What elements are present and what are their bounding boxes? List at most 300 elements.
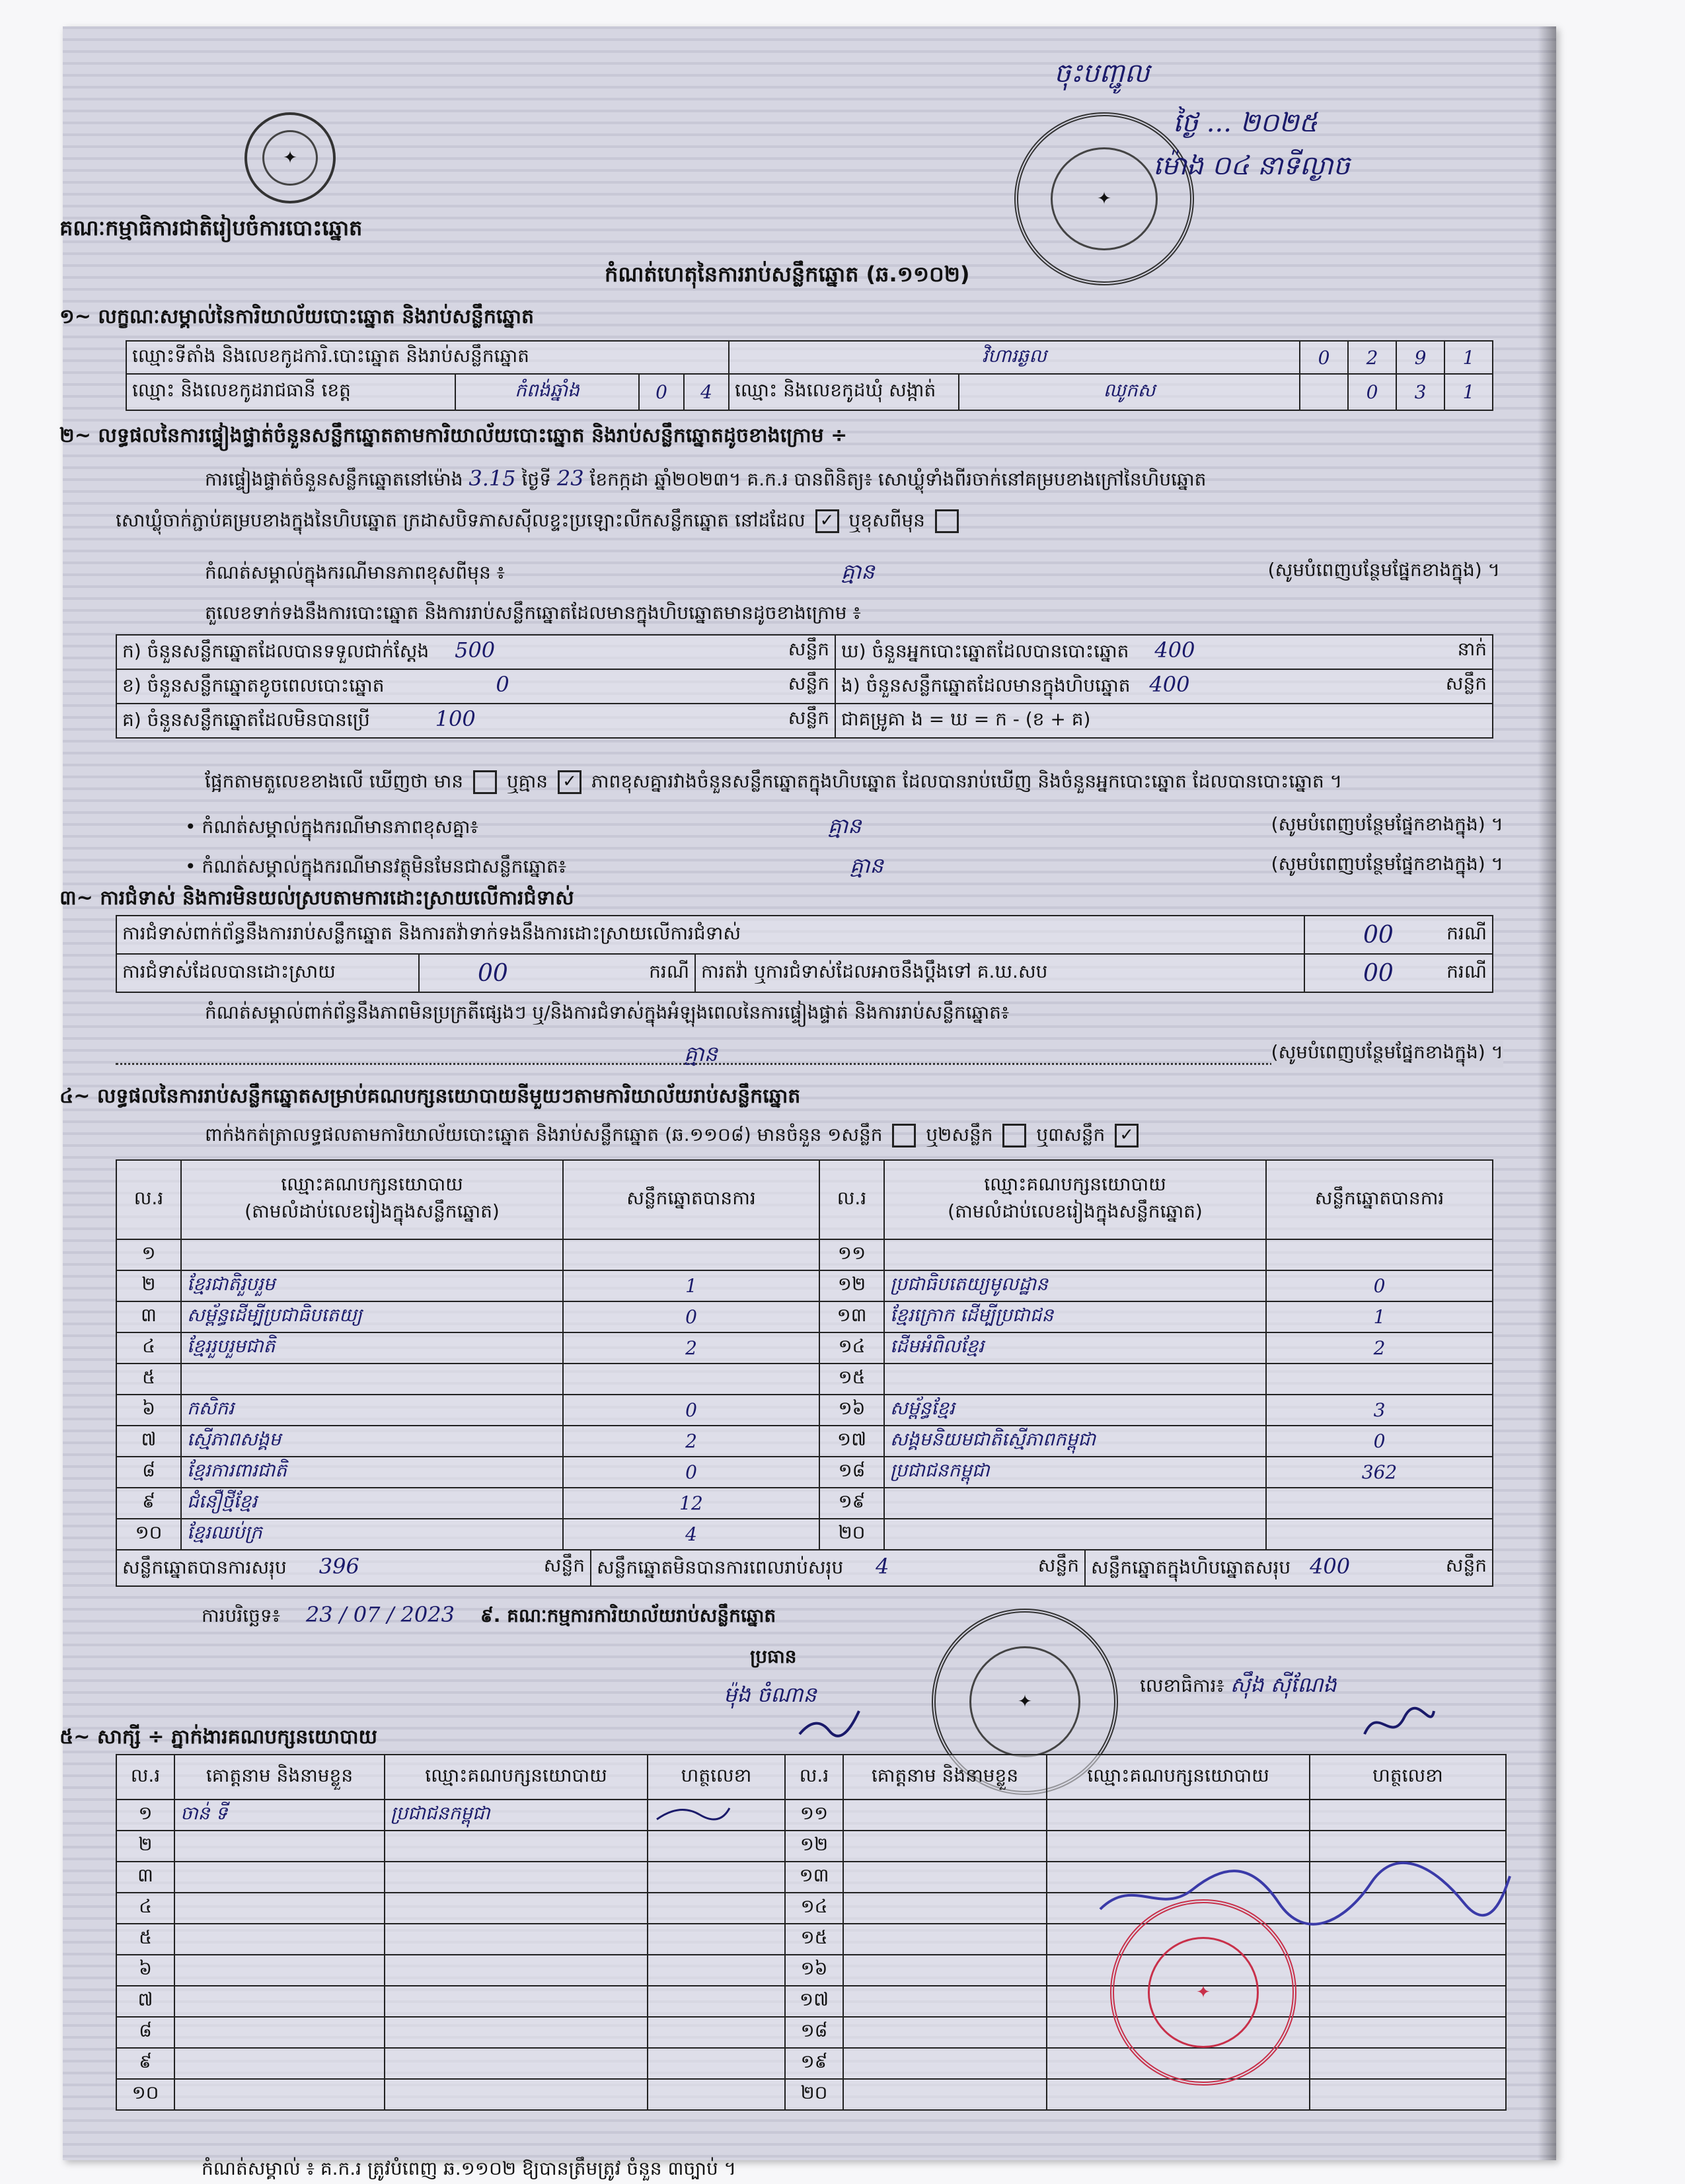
footer-note: កំណត់សម្គាល់ ៖ គ.ក.រ ត្រូវបំពេញ ឆ.១១០២ ឱ្យបានត្រឹមត្រូវ ចំនួន ៣ច្បាប់ ។: [202, 2158, 737, 2179]
witnesses-table: [116, 1754, 1507, 2111]
results-party-header-left: [181, 1160, 563, 1239]
secretary-row: [1140, 1671, 1337, 1702]
station-id-table: [126, 340, 1493, 411]
witness-no-header-left: ល.រ: [116, 1755, 174, 1800]
results-party-left: សម្ព័ន្ធដើម្បីប្រជាធិបតេយ្យ: [181, 1301, 563, 1332]
results-party-right: សង្គមនិយមជាតិស្មើភាពកម្ពុជា: [884, 1426, 1266, 1457]
results-votes-right: [1266, 1239, 1493, 1270]
results-no-right: ១១: [819, 1239, 884, 1270]
three-sheet-checkbox[interactable]: ✓: [1115, 1124, 1139, 1147]
results-votes-left: [563, 1364, 819, 1395]
witness-no-right: ១២: [785, 1831, 843, 1862]
results-party-right: [884, 1519, 1266, 1550]
results-party-right: [884, 1364, 1266, 1395]
section5-heading: ៥~ សាក្សី ÷ ភ្នាក់ងារគណបក្សនយោបាយ: [59, 1726, 378, 1749]
figure-g-value: 100: [435, 706, 476, 731]
witness-row: [116, 2048, 1506, 2079]
station-code-2: 2: [1348, 341, 1396, 374]
appeal-value: 00: [1363, 959, 1394, 987]
figure-ng-value: 400: [1149, 672, 1190, 697]
witness-row: [116, 2017, 1506, 2048]
results-votes-left: 1: [563, 1270, 819, 1301]
figure-ng-unit: សន្លឹក: [1445, 673, 1487, 694]
verification-paragraph-line2: [116, 509, 1503, 536]
results-party-header-right-title: ឈ្មោះគណបក្សនយោបាយ: [984, 1173, 1166, 1195]
results-votes-left: 4: [563, 1519, 819, 1550]
results-no-right: ១៩: [819, 1488, 884, 1519]
witness-no-right: ១៧: [785, 1986, 843, 2017]
witness-party-left: ប្រជាជនកម្ពុជា: [385, 1800, 648, 1831]
witness-party-right: [1047, 2079, 1310, 2110]
commune-code-3: 1: [1444, 374, 1493, 410]
bullet2-suffix: (សូមបំពេញបន្ថែមផ្នែកខាងក្នុង) ។: [1271, 853, 1503, 875]
witness-name-right: [843, 2048, 1047, 2079]
results-votes-right: 0: [1266, 1270, 1493, 1301]
committee-label: ៩. គណៈកម្មការការិយាល័យរាប់សន្លឹកឆ្នោត: [480, 1605, 776, 1626]
note1-suffix: (សូមបំពេញបន្ថែមផ្នែកខាងក្នុង) ។: [1267, 559, 1500, 581]
results-votes-left: 2: [563, 1426, 819, 1457]
signing-date-row: [202, 1602, 776, 1631]
witness-party-left: [385, 1893, 648, 1924]
section1-heading: ១~ លក្ខណៈសម្គាល់នៃការិយាល័យបោះឆ្នោត និងរាប់សន្លឹកឆ្នោត: [59, 305, 535, 328]
figure-gh-unit: នាក់: [1457, 638, 1487, 660]
results-row: [116, 1426, 1493, 1457]
witness-sig-left: [648, 2079, 785, 2110]
witness-no-left: ៩: [116, 2048, 174, 2079]
results-votes-right: 362: [1266, 1457, 1493, 1488]
page-edge-shadow: [1538, 26, 1556, 2160]
witness-no-left: ៦: [116, 1955, 174, 1986]
witness-body: [116, 1800, 1506, 2110]
total-invalid-label: សន្លឹកឆ្នោតមិនបានការពេលរាប់សរុប: [597, 1556, 844, 1578]
results-votes-left: 0: [563, 1457, 819, 1488]
note1-row: [205, 558, 1500, 589]
total-box-cell: [1085, 1550, 1493, 1586]
figure-formula: ជាគម្រូគា ង = ឃ = ក - (ខ + គ): [835, 704, 1493, 738]
witness-name-right: [843, 1893, 1047, 1924]
witness-party-left: [385, 2048, 648, 2079]
witness-name-left: [174, 1831, 385, 1862]
results-no-left: ៣: [116, 1301, 181, 1332]
results-no-right: ២០: [819, 1519, 884, 1550]
results-body: [116, 1239, 1493, 1550]
results-party-left: [181, 1239, 563, 1270]
verify-text-e: ឬខុសពីមុន: [848, 509, 925, 531]
chair-signature: [796, 1708, 862, 1741]
witness-no-left: ៨: [116, 2017, 174, 2048]
total-box-label: សន្លឹកឆ្នោតក្នុងហិបឆ្នោតសរុប: [1091, 1556, 1291, 1578]
witness-party-left: [385, 2079, 648, 2110]
chair-name: ម៉ុង ចំណាន: [724, 1682, 817, 1707]
figure-k-label: ក) ចំនួនសន្លឹកឆ្នោតដែលបានទទួលជាក់ស្ដែង: [122, 640, 430, 662]
witness-sig-right: [1310, 1986, 1506, 2017]
discrepancy-row: [205, 770, 1500, 797]
results-table: [116, 1159, 1493, 1550]
commune-name: ឈូកស: [959, 374, 1300, 410]
total-invalid-value: 4: [876, 1553, 889, 1579]
witness-row: [116, 2079, 1506, 2110]
commune-code-1: 0: [1348, 374, 1396, 410]
results-votes-right: 3: [1266, 1395, 1493, 1426]
section3-heading: ៣~ ការជំទាស់ និងការមិនយល់ស្របតាមការដោះស្រាយលើការជំទាស់: [59, 887, 574, 910]
bullet1-suffix: (សូមបំពេញបន្ថែមផ្នែកខាងក្នុង) ។: [1271, 813, 1503, 835]
different-checkbox[interactable]: [935, 509, 959, 533]
note1-label: កំណត់សម្គាល់ក្នុងករណីមានភាពខុសពីមុន ៖: [205, 562, 505, 583]
results-votes-right: 0: [1266, 1426, 1493, 1457]
figure-kh-unit: សន្លឹក: [788, 673, 829, 694]
results-no-left: ៥: [116, 1364, 181, 1395]
results-votes-header-left: សន្លឹកឆ្នោតបានការ: [563, 1160, 819, 1239]
figures-intro: តួលេខទាក់ទងនឹងការបោះឆ្នោត និងការរាប់សន្លឹកឆ្នោតដែលមានក្នុងហិបឆ្នោតមានដូចខាងក្រោម ៖: [205, 602, 861, 624]
witness-name-left: ចាន់ ទី: [174, 1800, 385, 1831]
results-no-left: ២: [116, 1270, 181, 1301]
results-votes-right: [1266, 1364, 1493, 1395]
irregularity-note-row: [116, 1040, 1503, 1065]
witness-sig-right: [1310, 2017, 1506, 2048]
results-party-right: សម្ព័ន្ធខ្មែរ: [884, 1395, 1266, 1426]
total-valid-value: 396: [318, 1553, 359, 1579]
witness-sig-right: [1310, 1800, 1506, 1831]
witness-name-right: [843, 1955, 1047, 1986]
witness-no-right: ១៨: [785, 2017, 843, 2048]
objections-total-label: ការជំទាស់ពាក់ព័ន្ធនឹងការរាប់សន្លឹកឆ្នោត និងការតវ៉ាទាក់ទងនឹងការដោះស្រាយលើការជំទាស់: [116, 916, 1304, 954]
witness-no-left: ១០: [116, 2079, 174, 2110]
witness-sig-left: [648, 1924, 785, 1955]
commune-label: ឈ្មោះ និងលេខកូដឃុំ សង្កាត់: [729, 374, 959, 410]
figure-ng: [835, 669, 1493, 704]
results-no-right: ១៨: [819, 1457, 884, 1488]
witness-no-header-right: ល.រ: [785, 1755, 843, 1800]
section2-heading: ២~ លទ្ធផលនៃការផ្ទៀងផ្ទាត់ចំនួនសន្លឹកឆ្នោតតាមការិយាល័យបោះឆ្នោត និងរាប់សន្លឹកឆ្នោតដូចខាងក្រោម ÷: [59, 424, 848, 447]
results-party-header-right-sub: (តាមលំដាប់លេខរៀងក្នុងសន្លឹកឆ្នោត): [948, 1200, 1203, 1222]
discrepancy-text-a: ផ្អែកតាមតួលេខខាងលើ ឃើញថា មាន: [205, 770, 464, 792]
results-party-left: កសិករ: [181, 1395, 563, 1426]
bullet2-row: [185, 852, 1503, 883]
witness-no-right: ១៤: [785, 1893, 843, 1924]
station-name: វិហារឆ្ងល: [729, 341, 1300, 374]
signing-date-value: 23 / 07 / 2023: [305, 1602, 455, 1627]
results-no-left: ៨: [116, 1457, 181, 1488]
section4-intro-c: ឬ៣សន្លឹក: [1036, 1124, 1105, 1146]
witness-name-header-right: គោត្តនាម និងនាមខ្លួន: [843, 1755, 1047, 1800]
form-sheet: [59, 26, 1556, 2179]
irregularity-note-value: គ្មាន: [684, 1041, 718, 1066]
witness-signature: [654, 1803, 733, 1823]
witness-no-right: ២០: [785, 2079, 843, 2110]
witness-name-left: [174, 1893, 385, 1924]
appeal-label: ការតវ៉ា ឬការជំទាស់ដែលអាចនឹងប្ដឹងទៅ គ.ឃ.សប: [695, 954, 1304, 992]
resolved-cell: [419, 954, 695, 992]
note1-value: គ្មាន: [841, 559, 875, 584]
witness-name-right: [843, 1862, 1047, 1893]
witness-party-left: [385, 1924, 648, 1955]
figure-k-value: 500: [455, 637, 496, 663]
stamp-time-note: ម៉ោង ០៤ នាទីល្ងាច: [1153, 151, 1350, 181]
results-no-left: ៦: [116, 1395, 181, 1426]
witness-no-left: ៣: [116, 1862, 174, 1893]
witness-sig-left: [648, 1955, 785, 1986]
emblem-icon: ✦: [262, 130, 318, 186]
witness-sig-left: [648, 2048, 785, 2079]
commune-code-2: 3: [1396, 374, 1444, 410]
witness-party-left: [385, 1862, 648, 1893]
verify-text-a: ការផ្ទៀងផ្ទាត់ចំនួនសន្លឹកឆ្នោតនៅម៉ោង: [205, 468, 463, 490]
figure-g-unit: សន្លឹក: [788, 707, 829, 729]
results-row: [116, 1457, 1493, 1488]
same-as-before-checkbox[interactable]: ✓: [815, 509, 839, 533]
objections-total-cell: [1304, 916, 1493, 954]
total-invalid-cell: [591, 1550, 1085, 1586]
figure-gh-label: ឃ) ចំនួនអ្នកបោះឆ្នោតដែលបានបោះឆ្នោត: [841, 640, 1129, 662]
commune-code-blank: [1300, 374, 1348, 410]
verify-time: 3.15: [468, 466, 516, 491]
witness-name-left: [174, 2079, 385, 2110]
total-invalid-unit: សន្លឹក: [1037, 1554, 1079, 1576]
verify-text-c: ខែកក្កដា ឆ្នាំ២០២៣។ គ.ក.រ បានពិនិត្យ៖ សោឃ្លុំទាំងពីរចាក់នៅគម្របខាងក្រៅនៃហិបឆ្នោត: [589, 468, 1207, 490]
resolved-unit: ករណី: [649, 960, 689, 982]
section4-intro-b: ឬ២សន្លឹក: [926, 1124, 993, 1146]
bullet2-value: គ្មាន: [849, 853, 883, 878]
results-party-header-left-title: ឈ្មោះគណបក្សនយោបាយ: [281, 1173, 463, 1195]
totals-table: [116, 1549, 1493, 1587]
station-code-3: 9: [1396, 341, 1444, 374]
results-party-right: ខ្មែរក្រោក ដើម្បីប្រជាជន: [884, 1301, 1266, 1332]
results-votes-left: [563, 1239, 819, 1270]
witness-sig-right: [1310, 2079, 1506, 2110]
registration-stamp: [1014, 112, 1194, 285]
witness-no-left: ៧: [116, 1986, 174, 2017]
party-agent-handwriting: [1094, 1850, 1516, 1929]
witness-sig-left: [648, 1800, 785, 1831]
results-row: [116, 1239, 1493, 1270]
results-party-right: [884, 1239, 1266, 1270]
results-no-left: ១០: [116, 1519, 181, 1550]
witness-no-right: ១៣: [785, 1862, 843, 1893]
results-party-left: [181, 1364, 563, 1395]
appeal-cell: [1304, 954, 1493, 992]
witness-sig-left: [648, 2017, 785, 2048]
results-party-header-left-sub: (តាមលំដាប់លេខរៀងក្នុងសន្លឹកឆ្នោត): [244, 1200, 500, 1222]
witness-name-right: [843, 1924, 1047, 1955]
witness-sig-left: [648, 1893, 785, 1924]
results-party-left: ជំនឿថ្មីខ្មែរ: [181, 1488, 563, 1519]
results-party-right: ប្រជាជនកម្ពុជា: [884, 1457, 1266, 1488]
results-votes-right: [1266, 1488, 1493, 1519]
results-row: [116, 1364, 1493, 1395]
witness-no-left: ២: [116, 1831, 174, 1862]
org-name: គណៈកម្មាធិការជាតិរៀបចំការបោះឆ្នោត: [59, 215, 363, 240]
witness-name-left: [174, 1862, 385, 1893]
one-sheet-checkbox[interactable]: [892, 1124, 916, 1147]
objections-table: [116, 915, 1493, 993]
signing-date-label: ការបរិច្ឆេទ៖: [202, 1605, 280, 1626]
irregularity-note-label: កំណត់សម្គាល់ពាក់ព័ន្ធនឹងភាពមិនប្រក្រតីផ្សេងៗ ឬ/និងការជំទាស់ក្នុងអំឡុងពេលនៃការផ្ទៀងផ្ទាត់ និងការរាប់សន្លឹកឆ្នោត៖: [205, 1001, 1010, 1023]
appeal-unit: ករណី: [1446, 960, 1487, 982]
results-party-header-right: [884, 1160, 1266, 1239]
bullet1-label: • កំណត់សម្គាល់ក្នុងករណីមានភាពខុសគ្នា៖: [185, 816, 478, 838]
witness-row: [116, 1955, 1506, 1986]
figure-gh: [835, 635, 1493, 669]
results-votes-right: 2: [1266, 1332, 1493, 1364]
witness-sig-right: [1310, 2048, 1506, 2079]
results-votes-left: 12: [563, 1488, 819, 1519]
province-code-1: 0: [639, 374, 684, 410]
province-name: កំពង់ឆ្នាំង: [455, 374, 639, 410]
witness-name-header-left: គោត្តនាម និងនាមខ្លួន: [174, 1755, 385, 1800]
witness-name-right: [843, 2079, 1047, 2110]
figure-g-label: គ) ចំនួនសន្លឹកឆ្នោតដែលមិនបានប្រើ: [122, 709, 370, 731]
witness-row: [116, 1800, 1506, 1831]
results-no-right: ១២: [819, 1270, 884, 1301]
witness-party-header-right: ឈ្មោះគណបក្សនយោបាយ: [1047, 1755, 1310, 1800]
witness-party-left: [385, 1831, 648, 1862]
figure-kh: [116, 669, 835, 704]
resolved-value: 00: [478, 959, 508, 987]
witness-sig-right: [1310, 1955, 1506, 1986]
results-party-left: ស្មើភាពសង្គម: [181, 1426, 563, 1457]
witness-party-left: [385, 1955, 648, 1986]
results-party-left: ខ្មែររួបរួមជាតិ: [181, 1332, 563, 1364]
section4-intro: ពាក់ងកត់ត្រាលទ្ធផលតាមការិយាល័យបោះឆ្នោត និងរាប់សន្លឹកឆ្នោត (ឆ.១១០៨) មានចំនួន ១សន្លឹក: [205, 1124, 883, 1146]
witness-name-left: [174, 2048, 385, 2079]
results-votes-right: 1: [1266, 1301, 1493, 1332]
resolved-label: ការជំទាស់ដែលបានដោះស្រាយ: [116, 954, 419, 992]
witness-name-right: [843, 1800, 1047, 1831]
secretary-label: លេខាធិការ៖: [1140, 1675, 1224, 1696]
witness-sig-left: [648, 1862, 785, 1893]
form-title: កំណត់ហេតុនៃការរាប់សន្លឹកឆ្នោត (ឆ.១១០២): [605, 262, 970, 287]
witness-party-left: [385, 1986, 648, 2017]
witness-sig-header-right: ហត្ថលេខា: [1310, 1755, 1506, 1800]
results-row: [116, 1332, 1493, 1364]
total-box-unit: សន្លឹក: [1445, 1554, 1487, 1576]
party-agent-stamp-emblem-icon: ✦: [1148, 1937, 1259, 2048]
results-no-right: ១៤: [819, 1332, 884, 1364]
figure-kh-value: 0: [496, 672, 509, 697]
results-votes-left: 0: [563, 1395, 819, 1426]
station-code-1: 0: [1300, 341, 1348, 374]
results-votes-left: 2: [563, 1332, 819, 1364]
witness-name-right: [843, 1831, 1047, 1862]
witness-no-left: ៥: [116, 1924, 174, 1955]
province-code-2: 4: [684, 374, 729, 410]
results-party-right: ដើមអំពិលខ្មែរ: [884, 1332, 1266, 1364]
witness-name-left: [174, 1924, 385, 1955]
section4-heading: ៤~ លទ្ធផលនៃការរាប់សន្លឹកឆ្នោតសម្រាប់គណបក្សនយោបាយនីមួយៗតាមការិយាល័យរាប់សន្លឹកឆ្នោត: [59, 1085, 801, 1108]
results-no-right: ១៣: [819, 1301, 884, 1332]
committee-stamp-emblem-icon: ✦: [969, 1646, 1080, 1757]
discrepancy-no-checkbox[interactable]: ✓: [558, 770, 581, 794]
objections-total-value: 00: [1363, 921, 1394, 949]
total-valid-label: សន្លឹកឆ្នោតបានការសរុប: [122, 1556, 287, 1578]
results-party-right: [884, 1488, 1266, 1519]
witness-name-left: [174, 1986, 385, 2017]
witness-row: [116, 1986, 1506, 2017]
discrepancy-yes-checkbox[interactable]: [473, 770, 497, 794]
results-no-header-right: ល.រ: [819, 1160, 884, 1239]
results-no-header-left: ល.រ: [116, 1160, 181, 1239]
witness-sig-header-left: ហត្ថលេខា: [648, 1755, 785, 1800]
verify-text-d: សោឃ្លុំចាក់ភ្ជាប់គម្របខាងក្នុងនៃហិបឆ្នោត ក្រដាសបិទភាសស៊ីលខ្ទះប្រឡោះលីកសន្លឹកឆ្នោត នៅដដែល: [116, 509, 805, 531]
results-no-right: ១៧: [819, 1426, 884, 1457]
results-row: [116, 1488, 1493, 1519]
stamp-emblem-icon: ✦: [1051, 147, 1158, 250]
witness-no-right: ១៦: [785, 1955, 843, 1986]
witness-no-right: ១៥: [785, 1924, 843, 1955]
results-no-right: ១៦: [819, 1395, 884, 1426]
stamp-date-note: ថ្ងៃ ... ២០២៥: [1173, 108, 1318, 138]
total-valid-cell: [116, 1550, 591, 1586]
results-party-left: ខ្មែរឈប់ក្រ: [181, 1519, 563, 1550]
discrepancy-text-c: ភាពខុសគ្នារវាងចំនួនសន្លឹកឆ្នោតក្នុងហិបឆ្នោត ដែលបានរាប់ឃើញ និងចំនួនអ្នកបោះឆ្នោត ដែលបានបោះឆ្នោត ។: [591, 770, 1343, 792]
bullet2-label: • កំណត់សម្គាល់ក្នុងករណីមានវត្ថុមិនមែនជាសន្លឹកឆ្នោត៖: [185, 855, 567, 877]
witness-name-right: [843, 2017, 1047, 2048]
witness-party-left: [385, 2017, 648, 2048]
results-votes-header-right: សន្លឹកឆ្នោតបានការ: [1266, 1160, 1493, 1239]
total-valid-unit: សន្លឹក: [543, 1554, 585, 1576]
witness-no-right: ១៩: [785, 2048, 843, 2079]
witness-no-left: ១: [116, 1800, 174, 1831]
results-row: [116, 1270, 1493, 1301]
chair-label: ប្រធាន: [750, 1646, 797, 1667]
bullet1-value: គ្មាន: [827, 813, 862, 838]
figure-k: [116, 635, 835, 669]
discrepancy-text-b: ឬគ្មាន: [506, 770, 548, 792]
witness-no-right: ១១: [785, 1800, 843, 1831]
figures-table: [116, 634, 1493, 739]
results-no-left: ១: [116, 1239, 181, 1270]
results-row: [116, 1519, 1493, 1550]
verify-day: 23: [556, 466, 584, 491]
station-code-4: 1: [1444, 341, 1493, 374]
witness-party-header-left: ឈ្មោះគណបក្សនយោបាយ: [385, 1755, 648, 1800]
witness-sig-left: [648, 1831, 785, 1862]
results-no-left: ៧: [116, 1426, 181, 1457]
witness-name-right: [843, 1986, 1047, 2017]
results-row: [116, 1395, 1493, 1426]
figure-k-unit: សន្លឹក: [788, 638, 829, 660]
results-party-left: ខ្មែរការពារជាតិ: [181, 1457, 563, 1488]
witness-name-left: [174, 1955, 385, 1986]
secretary-signature: [1358, 1704, 1437, 1744]
results-votes-left: 0: [563, 1301, 819, 1332]
secretary-name: ស៊ឹង ស៊ីណែង: [1230, 1672, 1337, 1697]
figure-kh-label: ខ) ចំនួនសន្លឹកឆ្នោតខូចពេលបោះឆ្នោត: [122, 674, 385, 696]
figure-g: [116, 704, 835, 738]
bullet1-row: [185, 813, 1503, 844]
results-party-left: ខ្មែរជាតិរួបរួម: [181, 1270, 563, 1301]
province-label: ឈ្មោះ និងលេខកូដរាជធានី ខេត្ត: [126, 374, 455, 410]
results-row: [116, 1301, 1493, 1332]
figure-gh-value: 400: [1154, 637, 1195, 663]
verification-paragraph-line1: [205, 466, 1526, 495]
total-box-value: 400: [1310, 1553, 1351, 1579]
nec-emblem: [244, 112, 336, 203]
witness-sig-left: [648, 1986, 785, 2017]
figure-ng-label: ង) ចំនួនសន្លឹកឆ្នោតដែលមានក្នុងហិបឆ្នោត: [841, 674, 1131, 696]
stamp-received-note: ចុះបញ្ជូល: [1054, 58, 1150, 89]
section4-intro-row: [205, 1123, 1142, 1150]
two-sheet-checkbox[interactable]: [1002, 1124, 1026, 1147]
results-votes-right: [1266, 1519, 1493, 1550]
irregularity-note-suffix: (សូមបំពេញបន្ថែមផ្នែកខាងក្នុង) ។: [1271, 1040, 1503, 1068]
witness-name-left: [174, 2017, 385, 2048]
witness-party-right: [1047, 1800, 1310, 1831]
results-party-right: ប្រជាធិបតេយ្យមូលដ្ឋាន: [884, 1270, 1266, 1301]
verify-text-b: ថ្ងៃទី: [521, 468, 551, 490]
objections-total-unit: ករណី: [1446, 922, 1487, 944]
results-no-left: ៩: [116, 1488, 181, 1519]
